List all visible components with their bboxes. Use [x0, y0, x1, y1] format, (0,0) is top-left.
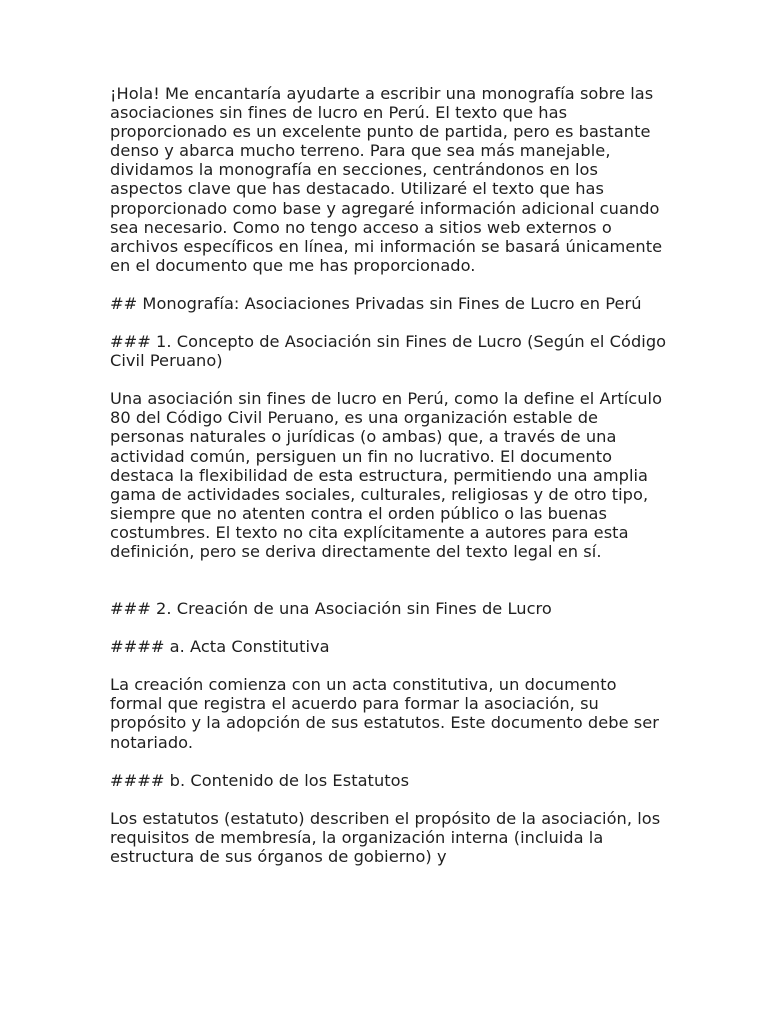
intro-paragraph: ¡Hola! Me encantaría ayudarte a escribir una monografía sobre las asociaciones sin fines de lucro en Perú. El texto que has proporcionado es un excelente punto de partida, pero es bastante denso y abarca mucho terreno. Para que sea más manejable, dividamos la monografía en secciones, centrándonos en los aspectos clave que has destacado. Utilizaré el texto que has proporcionado como base y agregaré información adicional cuando sea necesario. Como no tengo acceso a sitios web externos o archivos específicos en línea, mi información se basará únicamente en el documento que me has proporcionado.: [110, 84, 663, 275]
subsection-b-heading: #### b. Contenido de los Estatutos: [110, 770, 410, 790]
section-2-heading: ### 2. Creación de una Asociación sin Fines de Lucro: [110, 599, 552, 619]
document-body: [110, 84, 670, 885]
subsection-a-heading: #### a. Acta Constitutiva: [110, 637, 330, 657]
section-1-paragraph: Una asociación sin fines de lucro en Perú, como la define el Artículo 80 del Código Civil Peruano, es una organización estable de personas naturales o jurídicas (o ambas) que, a través de una actividad común, persiguen un fin no lucrativo. El documento destaca la flexibilidad de esta estructura, permitiendo una amplia gama de actividades sociales, culturales, religiosas y de otro tipo, siempre que no atenten contra el orden público o las buenas costumbres. El texto no cita explícitamente a autores para esta definición, pero se deriva directamente del texto legal en sí.: [110, 389, 663, 561]
subsection-b-paragraph: Los estatutos (estatuto) describen el propósito de la asociación, los requisitos de membresía, la organización interna (incluida la estructura de sus órganos de gobierno) y: [110, 808, 661, 866]
subsection-a-paragraph: La creación comienza con un acta constitutiva, un documento formal que registra el acuerdo para formar la asociación, su propósito y la adopción de sus estatutos. Este documento debe ser notariado.: [110, 675, 659, 752]
monograph-title: ## Monografía: Asociaciones Privadas sin Fines de Lucro en Perú: [110, 293, 642, 313]
section-1-heading: ### 1. Concepto de Asociación sin Fines de Lucro (Según el Código Civil Peruano): [110, 332, 667, 371]
